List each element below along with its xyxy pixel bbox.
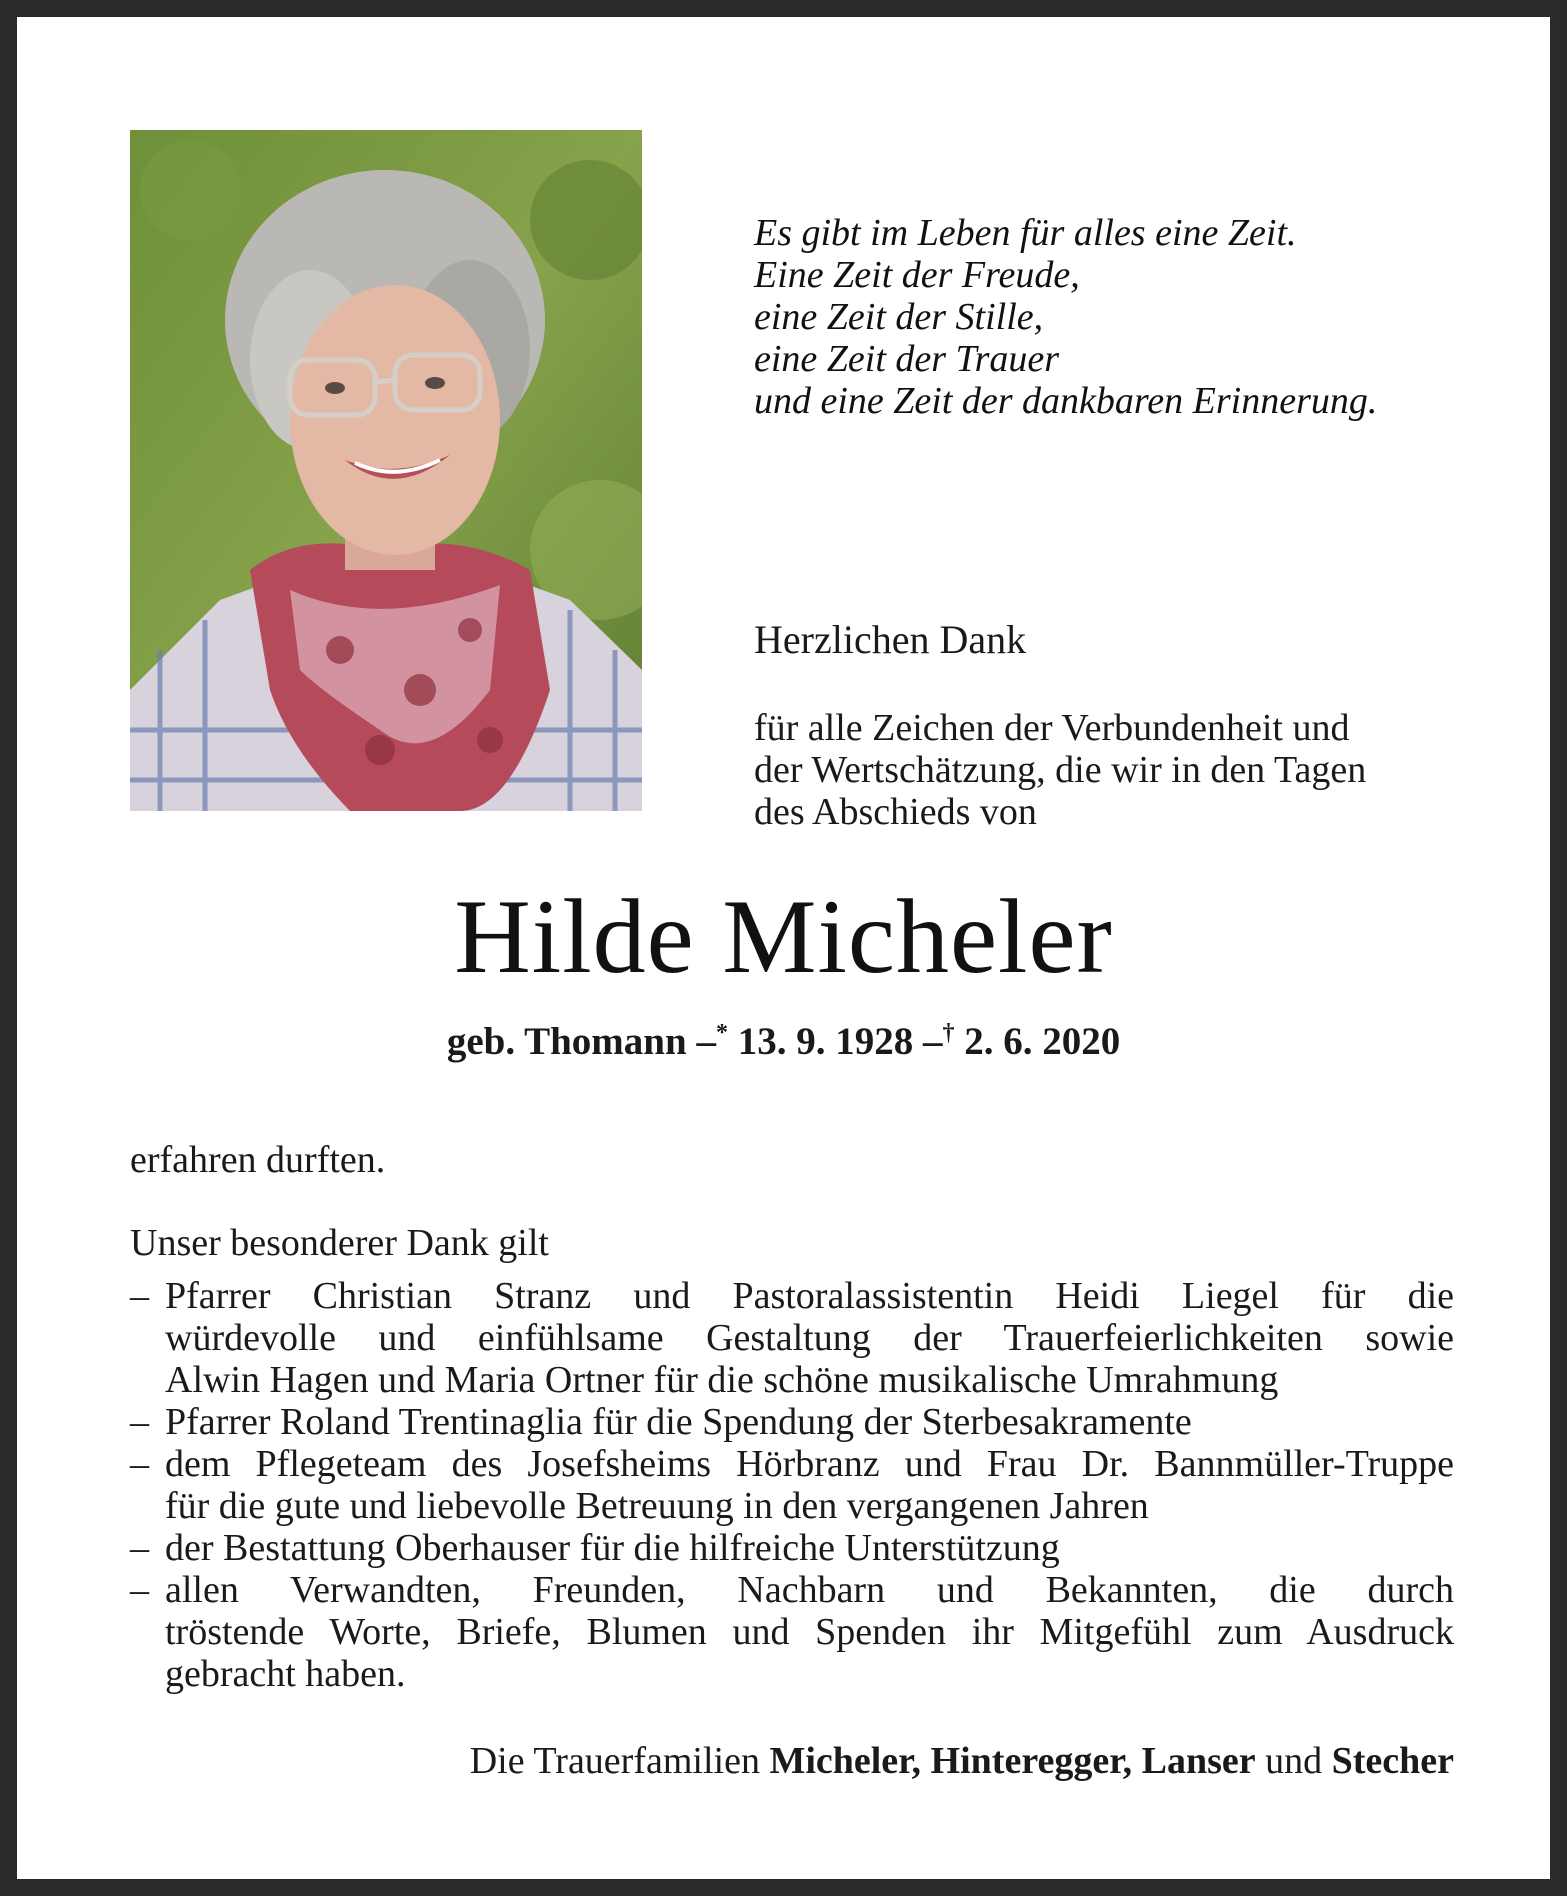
separator: – <box>922 1020 943 1063</box>
verse-quote <box>754 212 1377 422</box>
after-name-text: erfahren durften. <box>130 1139 386 1181</box>
thanks-line: der Wertschätzung, die wir in den Tagen <box>754 749 1367 791</box>
family-name: Micheler, <box>769 1740 922 1782</box>
list-line: gebracht haben. <box>165 1653 406 1695</box>
list-dash: – <box>130 1527 149 1569</box>
list-line: allen Verwandten, Freunden, Nachbarn und Bekannten, die durch <box>165 1569 1454 1611</box>
list-line: würdevolle und einfühlsame Gestaltung der Trauerfeierlichkeiten sowie <box>165 1317 1454 1359</box>
signature <box>470 1739 1454 1783</box>
list-line: der Bestattung Oberhauser für die hilfreiche Unterstützung <box>165 1527 1060 1569</box>
list-line: tröstende Worte, Briefe, Blumen und Spenden ihr Mitgefühl zum Ausdruck <box>165 1611 1454 1653</box>
list-item <box>130 1401 1454 1443</box>
death-date: 2. 6. 2020 <box>964 1020 1121 1063</box>
birth-date: 13. 9. 1928 <box>737 1020 914 1063</box>
life-dates <box>17 1019 1550 1065</box>
list-line: Alwin Hagen und Maria Ortner für die schöne musikalische Umrahmung <box>165 1359 1279 1401</box>
list-dash: – <box>130 1275 149 1317</box>
deceased-name: Hilde Micheler <box>454 878 1113 995</box>
signature-conjunction: und <box>1265 1740 1323 1782</box>
portrait-photo <box>130 130 642 811</box>
verse-line: Eine Zeit der Freude, <box>754 254 1080 296</box>
thanks-line: des Abschieds von <box>754 791 1037 833</box>
list-line: Pfarrer Roland Trentinaglia für die Spendung der Sterbesakramente <box>165 1401 1192 1443</box>
list-line: dem Pflegeteam des Josefsheims Hörbranz und Frau Dr. Bannmüller-Truppe <box>165 1443 1454 1485</box>
death-symbol: † <box>942 1020 955 1046</box>
list-line: für die gute und liebevolle Betreuung in den vergangenen Jahren <box>165 1485 1149 1527</box>
thanks-line: für alle Zeichen der Verbundenheit und <box>754 707 1350 749</box>
list-dash: – <box>130 1401 149 1443</box>
verse-line: eine Zeit der Stille, <box>754 296 1044 338</box>
verse-line: eine Zeit der Trauer <box>754 338 1060 380</box>
birth-name: geb. Thomann <box>446 1020 687 1063</box>
family-name: Stecher <box>1331 1740 1454 1782</box>
portrait-illustration <box>130 130 642 811</box>
thanks-intro <box>754 707 1454 833</box>
family-name: Lanser <box>1141 1740 1256 1782</box>
verse-line: Es gibt im Leben für alles eine Zeit. <box>754 212 1297 254</box>
signature-prefix: Die Trauerfamilien <box>469 1740 760 1782</box>
verse-line: und eine Zeit der dankbaren Erinnerung. <box>754 380 1378 422</box>
list-item <box>130 1443 1454 1527</box>
birth-symbol: * <box>715 1020 728 1046</box>
family-name: Hinteregger, <box>930 1740 1133 1782</box>
list-item <box>130 1275 1454 1401</box>
separator: – <box>696 1020 716 1063</box>
obituary-page <box>17 17 1550 1879</box>
list-item <box>130 1527 1454 1569</box>
list-dash: – <box>130 1443 149 1485</box>
list-item <box>130 1569 1454 1695</box>
list-line: Pfarrer Christian Stranz und Pastoralassistentin Heidi Liegel für die <box>165 1275 1454 1317</box>
thanks-heading: Herzlichen Dank <box>754 617 1027 662</box>
list-dash: – <box>130 1569 149 1611</box>
special-thanks-intro: Unser besonderer Dank gilt <box>130 1222 549 1264</box>
thanks-list <box>130 1275 1454 1695</box>
